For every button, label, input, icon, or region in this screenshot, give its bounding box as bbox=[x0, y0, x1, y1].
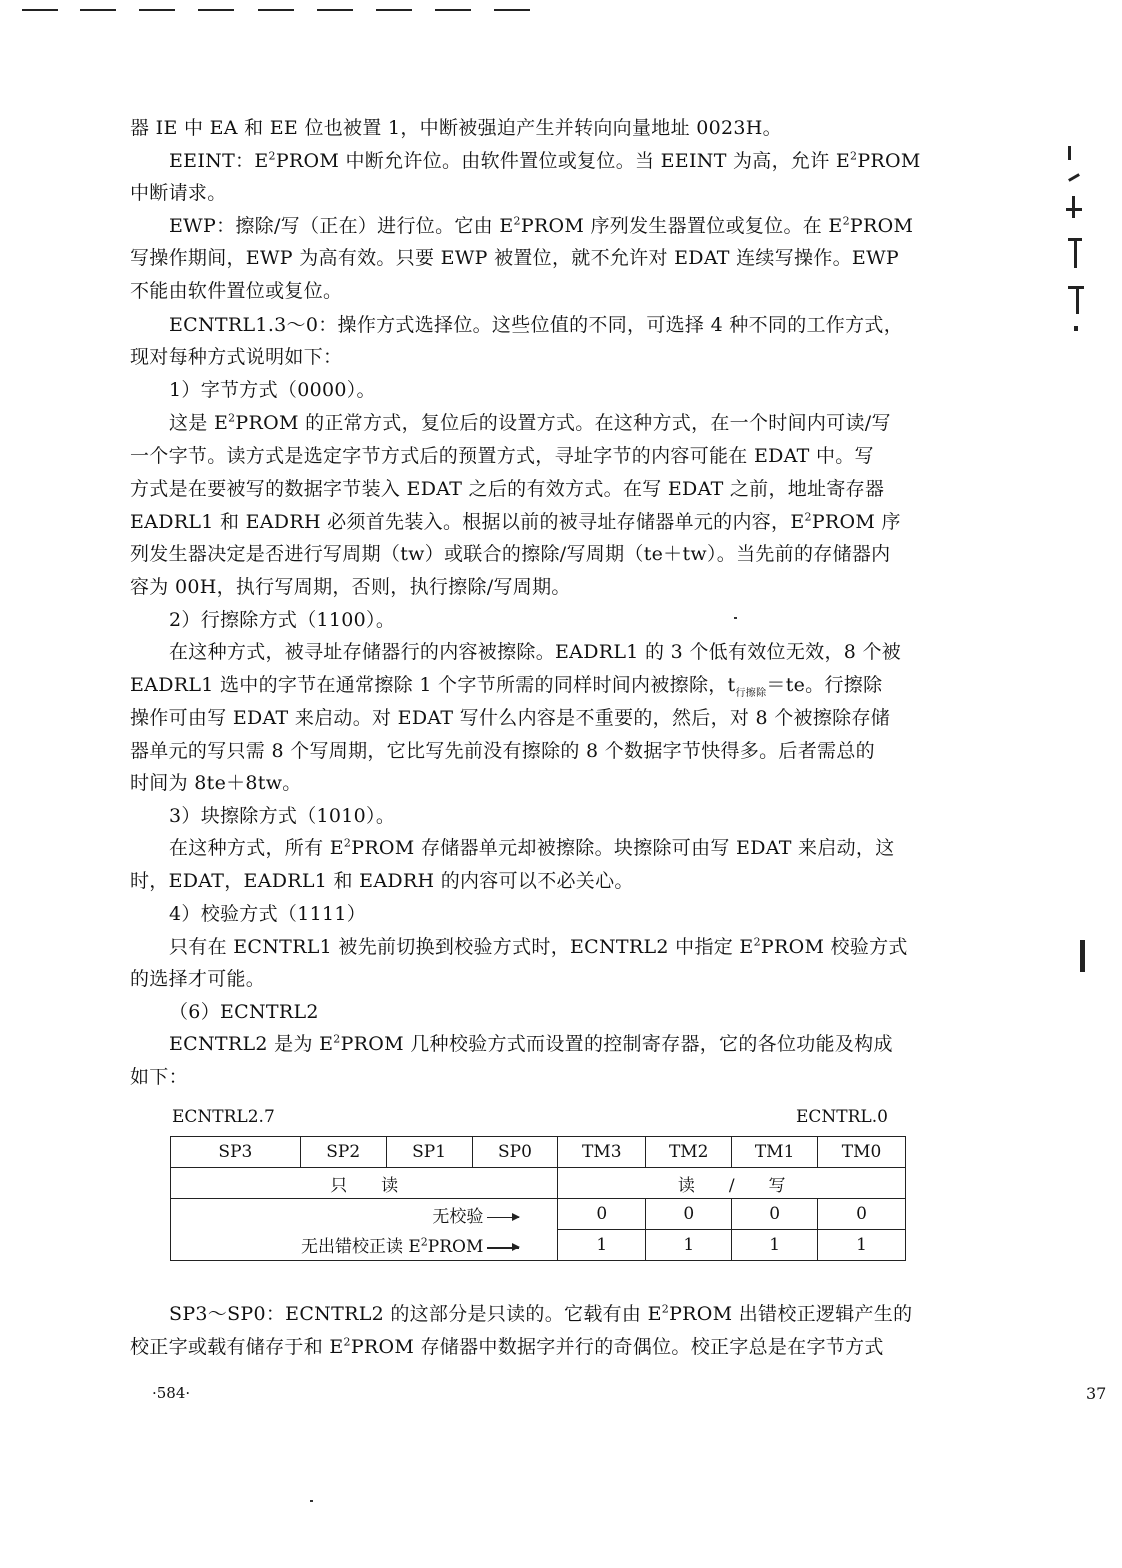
value-cell: 0 bbox=[558, 1199, 646, 1230]
group-read-only: 只 读 bbox=[171, 1168, 558, 1199]
paragraph-line: 列发生器决定是否进行写周期（tw）或联合的擦除/写周期（te＋tw）。当先前的存储器内 bbox=[130, 543, 891, 565]
margin-bar bbox=[1080, 940, 1085, 972]
paragraph-line: 现对每种方式说明如下： bbox=[130, 346, 343, 368]
paragraph-line: 器 IE 中 EA 和 EE 位也被置 1，中断被强迫产生并转向向量地址 0023H。 bbox=[130, 117, 782, 139]
paragraph-line: ECNTRL2 是为 $E^2PROM$ 几种校验方式而设置的控制寄存器，它的各位功能及构成 bbox=[169, 1032, 893, 1055]
arrow-icon bbox=[487, 1247, 519, 1249]
table-row bbox=[171, 1199, 906, 1230]
value-cell: 1 bbox=[818, 1230, 906, 1261]
bit-cell: TM2 bbox=[646, 1137, 732, 1168]
table-label-left: ECNTRL2.7 bbox=[172, 1107, 275, 1127]
paragraph-line: 2）行擦除方式（1100）。 bbox=[169, 609, 396, 631]
paragraph-line: 时，EDAT，EADRL1 和 EADRH 的内容可以不必关心。 bbox=[130, 870, 634, 892]
paragraph-line: 方式是在要被写的数据字节装入 EDAT 之后的有效方式。在写 EDAT 之前，地址寄存器 bbox=[130, 478, 885, 500]
scan-speck bbox=[734, 617, 737, 619]
paragraph-line: 写操作期间，EWP 为高有效。只要 EWP 被置位，就不允许对 EDAT 连续写操作。EWP bbox=[130, 247, 900, 269]
paragraph-line: 中断请求。 bbox=[130, 182, 227, 204]
bit-cell: TM3 bbox=[558, 1137, 646, 1168]
margin-handwriting bbox=[1062, 140, 1092, 340]
bit-cell: TM0 bbox=[818, 1137, 906, 1168]
paragraph-line: 3）块擦除方式（1010）。 bbox=[169, 805, 396, 827]
value-cell: 1 bbox=[646, 1230, 732, 1261]
top-dash-rule bbox=[22, 0, 532, 14]
table-label-right: ECNTRL.0 bbox=[796, 1107, 888, 1127]
arrow-icon bbox=[487, 1217, 519, 1219]
paragraph-line: 如下： bbox=[130, 1066, 188, 1088]
value-cell: 0 bbox=[818, 1199, 906, 1230]
paragraph-line: 时间为 8te＋8tw。 bbox=[130, 772, 302, 794]
paragraph-line: SP3～SP0：ECNTRL2 的这部分是只读的。它载有由 $E^2PROM$ 出错校正逻辑产生的 bbox=[169, 1302, 913, 1325]
register-table bbox=[170, 1136, 906, 1261]
row-label: 无校验 bbox=[171, 1199, 558, 1230]
paragraph-line: 操作可由写 EDAT 来启动。对 EDAT 写什么内容是不重要的，然后，对 8 个被擦除存储 bbox=[130, 707, 891, 729]
paragraph-line: 在这种方式，被寻址存储器行的内容被擦除。EADRL1 的 3 个低有效位无效，8 个被 bbox=[169, 641, 902, 663]
paragraph-line: 在这种方式，所有 $E^2PROM$ 存储器单元却被擦除。块擦除可由写 EDAT 来启动，这 bbox=[169, 836, 895, 859]
paragraph-line: ECNTRL1.3～0：操作方式选择位。这些位值的不同，可选择 4 种不同的工作方式， bbox=[169, 314, 904, 336]
paragraph-line: 校正字或载有储存于和 $E^2PROM$ 存储器中数据字并行的奇偶位。校正字总是在字节方式 bbox=[130, 1335, 884, 1358]
paragraph-line: EADRL1 和 EADRH 必须首先装入。根据以前的被寻址存储器单元的内容，$E^2PROM$ 序 bbox=[130, 510, 901, 533]
section-heading: （6）ECNTRL2 bbox=[169, 1001, 319, 1023]
bit-cell: SP0 bbox=[472, 1137, 558, 1168]
paragraph-line: 器单元的写只需 8 个写周期，它比写先前没有擦除的 8 个数据字节快得多。后者需总的 bbox=[130, 740, 875, 762]
paragraph-line: 容为 00H，执行写周期，否则，执行擦除/写周期。 bbox=[130, 576, 571, 598]
scan-speck bbox=[310, 1500, 313, 1502]
value-cell: 0 bbox=[646, 1199, 732, 1230]
group-read-write: 读 / 写 bbox=[558, 1168, 906, 1199]
table-row-groups bbox=[171, 1168, 906, 1199]
bit-cell: SP3 bbox=[171, 1137, 301, 1168]
paragraph-line: 4）校验方式（1111） bbox=[169, 903, 367, 925]
margin-number: 37 bbox=[1086, 1384, 1107, 1403]
paragraph-line: 这是 $E^2PROM$ 的正常方式，复位后的设置方式。在这种方式，在一个时间内可读/写 bbox=[169, 411, 891, 434]
paragraph-line: EADRL1 选中的字节在通常擦除 1 个字节所需的同样时间内被擦除，$t_{行擦除}=te$。行擦除 bbox=[130, 674, 883, 699]
page-number: ·584· bbox=[152, 1384, 191, 1402]
bit-cell: SP2 bbox=[300, 1137, 386, 1168]
value-cell: 1 bbox=[558, 1230, 646, 1261]
paragraph-line: 1）字节方式（0000）。 bbox=[169, 379, 376, 401]
paragraph-line: EEINT：$E^2PROM$ 中断允许位。由软件置位或复位。当 EEINT 为高，允许 $E^2PROM$ bbox=[169, 149, 921, 172]
paragraph-line: 只有在 ECNTRL1 被先前切换到校验方式时，ECNTRL2 中指定 $E^2PROM$ 校验方式 bbox=[169, 935, 908, 958]
paragraph-line: 一个字节。读方式是选定字节方式后的预置方式，寻址字节的内容可能在 EDAT 中。写 bbox=[130, 445, 874, 467]
table-row bbox=[171, 1230, 906, 1261]
value-cell: 1 bbox=[732, 1230, 818, 1261]
paragraph-line: EWP：擦除/写（正在）进行位。它由 $E^2PROM$ 序列发生器置位或复位。在 $E^2PROM$ bbox=[169, 214, 914, 237]
value-cell: 0 bbox=[732, 1199, 818, 1230]
bit-cell: SP1 bbox=[386, 1137, 472, 1168]
row-label: 无出错校正读 $E^2PROM$ bbox=[171, 1230, 558, 1261]
paragraph-line: 的选择才可能。 bbox=[130, 968, 266, 990]
bit-cell: TM1 bbox=[732, 1137, 818, 1168]
table-row-bits bbox=[171, 1137, 906, 1168]
paragraph-line: 不能由软件置位或复位。 bbox=[130, 280, 343, 302]
